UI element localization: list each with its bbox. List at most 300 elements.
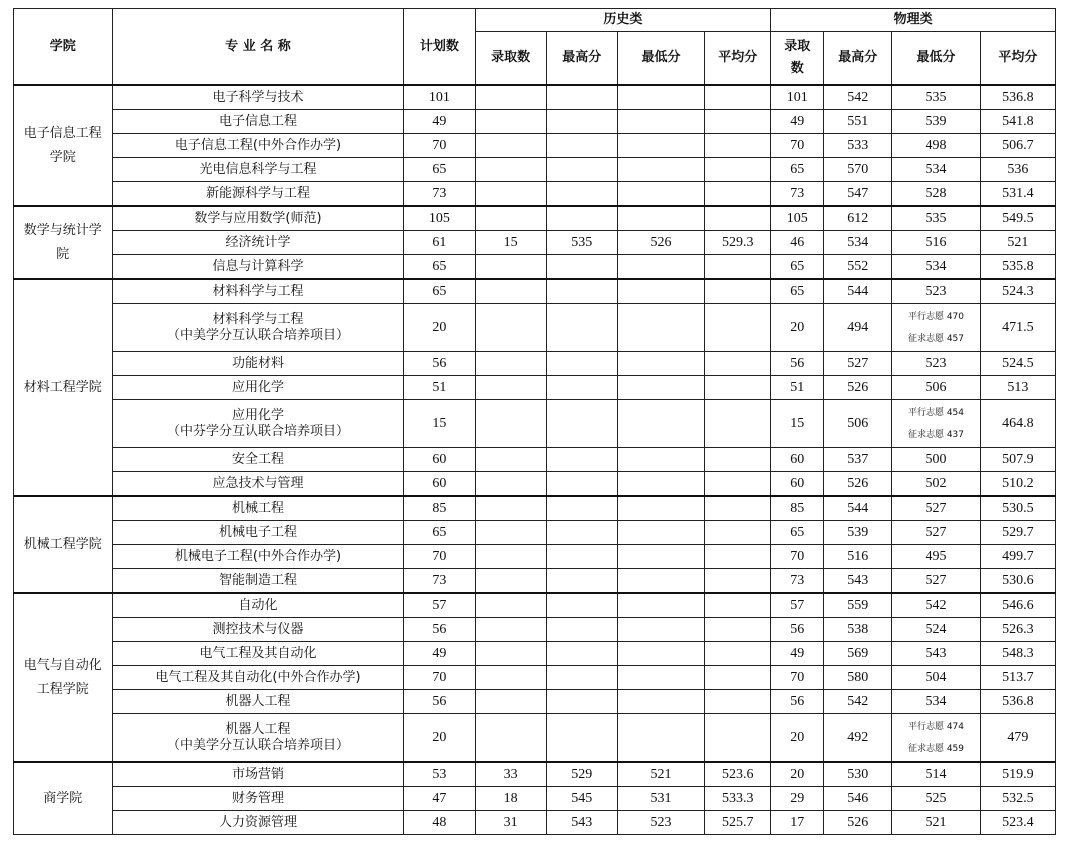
plan-count: 65 — [404, 158, 475, 182]
history-max — [546, 352, 617, 376]
plan-count: 65 — [404, 279, 475, 304]
table-row — [14, 134, 1056, 158]
table-row — [14, 569, 1056, 594]
history-max — [546, 448, 617, 472]
physics-admitted: 56 — [771, 352, 824, 376]
history-min — [617, 496, 704, 521]
physics-max: 533 — [824, 134, 892, 158]
header-plan: 计划数 — [404, 9, 475, 86]
history-min — [617, 134, 704, 158]
physics-min: 535 — [892, 206, 980, 231]
plan-count: 65 — [404, 521, 475, 545]
history-max — [546, 110, 617, 134]
history-avg — [705, 521, 771, 545]
history-min — [617, 206, 704, 231]
major-name-cell — [112, 352, 404, 376]
history-min — [617, 666, 704, 690]
history-avg — [705, 85, 771, 110]
history-avg — [705, 279, 771, 304]
physics-min: 502 — [892, 472, 980, 497]
physics-max: 538 — [824, 618, 892, 642]
history-min: 531 — [617, 787, 704, 811]
history-admitted — [475, 714, 546, 763]
physics-max: 534 — [824, 231, 892, 255]
table-header — [14, 9, 1056, 86]
physics-min: 527 — [892, 569, 980, 594]
table-row — [14, 666, 1056, 690]
major-name-cell — [112, 496, 404, 521]
physics-avg: 530.6 — [980, 569, 1055, 594]
history-avg — [705, 496, 771, 521]
physics-min: 504 — [892, 666, 980, 690]
physics-admitted: 46 — [771, 231, 824, 255]
physics-admitted: 20 — [771, 304, 824, 352]
plan-count: 20 — [404, 714, 475, 763]
major-name-cell — [112, 521, 404, 545]
major-name: 安全工程 — [231, 451, 284, 467]
history-admitted: 15 — [475, 231, 546, 255]
physics-max: 530 — [824, 762, 892, 787]
physics-avg: 513 — [980, 376, 1055, 400]
history-admitted — [475, 448, 546, 472]
major-name: 市场营销 — [231, 766, 284, 782]
major-name: 电子科学与技术 — [212, 89, 304, 105]
table-row — [14, 158, 1056, 182]
physics-max: 547 — [824, 182, 892, 207]
plan-count: 73 — [404, 182, 475, 207]
header-physics-min: 最低分 — [892, 32, 980, 86]
history-max: 529 — [546, 762, 617, 787]
physics-max: 544 — [824, 496, 892, 521]
physics-max: 569 — [824, 642, 892, 666]
physics-avg: 464.8 — [980, 400, 1055, 448]
history-min — [617, 714, 704, 763]
major-name: 功能材料 — [231, 355, 284, 371]
table-row — [14, 618, 1056, 642]
physics-min: 528 — [892, 182, 980, 207]
physics-min: 514 — [892, 762, 980, 787]
major-name: 经济统计学 — [225, 234, 291, 250]
history-max — [546, 279, 617, 304]
physics-max: 551 — [824, 110, 892, 134]
physics-admitted: 51 — [771, 376, 824, 400]
header-physics-avg: 平均分 — [980, 32, 1055, 86]
history-admitted — [475, 352, 546, 376]
physics-min-note — [892, 304, 980, 352]
physics-min: 525 — [892, 787, 980, 811]
major-name-cell — [112, 158, 404, 182]
physics-admitted: 60 — [771, 448, 824, 472]
physics-admitted: 65 — [771, 521, 824, 545]
history-admitted — [475, 666, 546, 690]
plan-count: 65 — [404, 255, 475, 280]
history-admitted — [475, 521, 546, 545]
table-row — [14, 279, 1056, 304]
major-name-cell — [112, 134, 404, 158]
physics-max: 612 — [824, 206, 892, 231]
physics-avg: 507.9 — [980, 448, 1055, 472]
table-row — [14, 496, 1056, 521]
table-row — [14, 182, 1056, 207]
history-avg — [705, 690, 771, 714]
history-admitted — [475, 642, 546, 666]
major-name-cell — [112, 714, 404, 763]
major-name: 数学与应用数学(师范) — [194, 210, 322, 226]
header-history-min: 最低分 — [617, 32, 704, 86]
history-avg — [705, 545, 771, 569]
physics-min: 524 — [892, 618, 980, 642]
physics-max: 546 — [824, 787, 892, 811]
table-row — [14, 787, 1056, 811]
major-name-cell — [112, 666, 404, 690]
physics-avg: 536.8 — [980, 85, 1055, 110]
history-max — [546, 642, 617, 666]
plan-count: 15 — [404, 400, 475, 448]
physics-min: 534 — [892, 158, 980, 182]
physics-avg: 530.5 — [980, 496, 1055, 521]
history-avg — [705, 304, 771, 352]
major-name-cell — [112, 110, 404, 134]
history-max — [546, 182, 617, 207]
major-name-cell — [112, 811, 404, 835]
college-name: 电气与自动化工程学院 — [14, 593, 113, 762]
history-min: 521 — [617, 762, 704, 787]
history-max — [546, 304, 617, 352]
history-min — [617, 618, 704, 642]
major-name: 机械工程 — [231, 500, 284, 516]
history-avg — [705, 134, 771, 158]
history-avg — [705, 714, 771, 763]
history-min — [617, 521, 704, 545]
table-row — [14, 714, 1056, 763]
history-max: 545 — [546, 787, 617, 811]
physics-max: 537 — [824, 448, 892, 472]
solicit-volunteer-min: 征求志愿 459 — [907, 743, 964, 754]
table-row — [14, 85, 1056, 110]
college-name: 商学院 — [14, 762, 113, 835]
history-max — [546, 376, 617, 400]
history-admitted — [475, 400, 546, 448]
history-min — [617, 569, 704, 594]
admission-scores-table — [13, 8, 1056, 835]
physics-admitted: 29 — [771, 787, 824, 811]
physics-max: 543 — [824, 569, 892, 594]
physics-max: 494 — [824, 304, 892, 352]
table-row — [14, 521, 1056, 545]
history-admitted: 31 — [475, 811, 546, 835]
college-name: 材料工程学院 — [14, 279, 113, 496]
history-avg — [705, 472, 771, 497]
history-admitted — [475, 376, 546, 400]
table-row — [14, 642, 1056, 666]
history-avg — [705, 569, 771, 594]
history-avg — [705, 110, 771, 134]
major-name: 机器人工程 — [225, 721, 291, 737]
physics-admitted: 56 — [771, 618, 824, 642]
header-physics-admitted — [771, 32, 824, 86]
history-min — [617, 400, 704, 448]
major-name: 材料科学与工程 — [212, 311, 304, 327]
plan-count: 47 — [404, 787, 475, 811]
major-name: 机械电子工程 — [218, 524, 297, 540]
major-name-cell — [112, 569, 404, 594]
history-max — [546, 206, 617, 231]
plan-count: 49 — [404, 642, 475, 666]
plan-count: 57 — [404, 593, 475, 618]
physics-max: 580 — [824, 666, 892, 690]
major-name: 材料科学与工程 — [212, 283, 304, 299]
history-max — [546, 521, 617, 545]
physics-admitted: 65 — [771, 158, 824, 182]
history-min — [617, 85, 704, 110]
table-row — [14, 110, 1056, 134]
history-admitted — [475, 496, 546, 521]
physics-min: 534 — [892, 690, 980, 714]
history-min — [617, 593, 704, 618]
major-name-cell — [112, 85, 404, 110]
history-admitted — [475, 618, 546, 642]
history-max — [546, 569, 617, 594]
history-admitted — [475, 279, 546, 304]
physics-min: 523 — [892, 352, 980, 376]
major-name: 人力资源管理 — [218, 814, 297, 830]
major-name-cell — [112, 231, 404, 255]
physics-avg: 524.5 — [980, 352, 1055, 376]
major-name: 自动化 — [238, 597, 278, 613]
major-name: 应用化学 — [231, 407, 284, 423]
major-name-cell — [112, 787, 404, 811]
physics-min: 498 — [892, 134, 980, 158]
physics-max: 542 — [824, 690, 892, 714]
table-row — [14, 400, 1056, 448]
header-history-max: 最高分 — [546, 32, 617, 86]
plan-count: 60 — [404, 448, 475, 472]
history-admitted — [475, 569, 546, 594]
header-physics-max: 最高分 — [824, 32, 892, 86]
physics-avg: 535.8 — [980, 255, 1055, 280]
parallel-volunteer-min: 平行志愿 454 — [907, 407, 964, 418]
physics-max: 516 — [824, 545, 892, 569]
table-row — [14, 206, 1056, 231]
history-avg — [705, 593, 771, 618]
physics-admitted: 70 — [771, 666, 824, 690]
plan-count: 60 — [404, 472, 475, 497]
history-max — [546, 690, 617, 714]
history-avg — [705, 352, 771, 376]
major-name-cell — [112, 400, 404, 448]
table-row — [14, 593, 1056, 618]
physics-avg: 519.9 — [980, 762, 1055, 787]
history-min — [617, 279, 704, 304]
plan-count: 70 — [404, 666, 475, 690]
physics-admitted: 15 — [771, 400, 824, 448]
plan-count: 49 — [404, 110, 475, 134]
physics-min-note — [892, 714, 980, 763]
history-min — [617, 352, 704, 376]
physics-admitted: 73 — [771, 569, 824, 594]
history-avg — [705, 666, 771, 690]
history-max — [546, 666, 617, 690]
physics-min: 543 — [892, 642, 980, 666]
history-max — [546, 400, 617, 448]
history-avg: 523.6 — [705, 762, 771, 787]
plan-count: 73 — [404, 569, 475, 594]
physics-min: 521 — [892, 811, 980, 835]
physics-admitted: 57 — [771, 593, 824, 618]
college-name: 电子信息工程学院 — [14, 85, 113, 206]
physics-avg: 524.3 — [980, 279, 1055, 304]
major-name-cell — [112, 472, 404, 497]
physics-max: 539 — [824, 521, 892, 545]
solicit-volunteer-min: 征求志愿 437 — [907, 429, 964, 440]
physics-avg: 523.4 — [980, 811, 1055, 835]
history-avg — [705, 158, 771, 182]
history-max: 543 — [546, 811, 617, 835]
physics-min: 539 — [892, 110, 980, 134]
physics-admitted: 105 — [771, 206, 824, 231]
physics-avg: 526.3 — [980, 618, 1055, 642]
physics-admitted: 49 — [771, 110, 824, 134]
history-avg — [705, 448, 771, 472]
history-admitted — [475, 545, 546, 569]
physics-min: 523 — [892, 279, 980, 304]
history-min: 526 — [617, 231, 704, 255]
physics-min: 535 — [892, 85, 980, 110]
physics-admitted: 85 — [771, 496, 824, 521]
physics-admitted: 70 — [771, 134, 824, 158]
table-row — [14, 545, 1056, 569]
major-name-cell — [112, 206, 404, 231]
history-avg — [705, 618, 771, 642]
major-name-cell — [112, 255, 404, 280]
physics-avg: 521 — [980, 231, 1055, 255]
plan-count: 70 — [404, 545, 475, 569]
major-program-note: （中美学分互认联合培养项目） — [166, 327, 349, 343]
history-admitted — [475, 690, 546, 714]
header-history-avg: 平均分 — [705, 32, 771, 86]
plan-count: 56 — [404, 352, 475, 376]
physics-max: 526 — [824, 472, 892, 497]
physics-avg: 479 — [980, 714, 1055, 763]
history-max — [546, 618, 617, 642]
history-avg — [705, 400, 771, 448]
physics-admitted: 101 — [771, 85, 824, 110]
major-name-cell — [112, 762, 404, 787]
physics-min: 516 — [892, 231, 980, 255]
history-avg — [705, 255, 771, 280]
major-name-cell — [112, 690, 404, 714]
plan-count: 20 — [404, 304, 475, 352]
physics-avg: 536 — [980, 158, 1055, 182]
history-max — [546, 158, 617, 182]
history-min — [617, 304, 704, 352]
history-min — [617, 690, 704, 714]
major-name-cell — [112, 448, 404, 472]
major-name: 光电信息科学与工程 — [199, 161, 317, 177]
history-admitted — [475, 85, 546, 110]
history-min — [617, 472, 704, 497]
physics-max: 552 — [824, 255, 892, 280]
physics-admitted: 56 — [771, 690, 824, 714]
physics-admitted: 20 — [771, 714, 824, 763]
header-college: 学院 — [14, 9, 113, 86]
major-name: 新能源科学与工程 — [205, 185, 310, 201]
physics-avg: 541.8 — [980, 110, 1055, 134]
history-max: 535 — [546, 231, 617, 255]
history-max — [546, 85, 617, 110]
table-row — [14, 376, 1056, 400]
history-admitted — [475, 304, 546, 352]
history-admitted: 18 — [475, 787, 546, 811]
physics-admitted: 65 — [771, 255, 824, 280]
physics-avg: 549.5 — [980, 206, 1055, 231]
physics-min: 534 — [892, 255, 980, 280]
major-name: 机械电子工程(中外合作办学) — [174, 548, 342, 564]
physics-max: 506 — [824, 400, 892, 448]
plan-count: 105 — [404, 206, 475, 231]
physics-admitted: 70 — [771, 545, 824, 569]
physics-max: 492 — [824, 714, 892, 763]
physics-admitted: 17 — [771, 811, 824, 835]
history-admitted — [475, 206, 546, 231]
history-max — [546, 496, 617, 521]
physics-admitted: 60 — [771, 472, 824, 497]
major-name-cell — [112, 545, 404, 569]
physics-max: 544 — [824, 279, 892, 304]
physics-avg: 513.7 — [980, 666, 1055, 690]
physics-avg: 506.7 — [980, 134, 1055, 158]
plan-count: 61 — [404, 231, 475, 255]
history-max — [546, 545, 617, 569]
major-name: 电气工程及其自动化(中外合作办学) — [155, 669, 361, 685]
history-min — [617, 182, 704, 207]
plan-count: 48 — [404, 811, 475, 835]
history-min — [617, 376, 704, 400]
physics-max: 526 — [824, 376, 892, 400]
major-name-cell — [112, 279, 404, 304]
history-admitted — [475, 593, 546, 618]
header-history-group: 历史类 — [475, 9, 771, 32]
physics-max: 570 — [824, 158, 892, 182]
physics-admitted: 20 — [771, 762, 824, 787]
physics-avg: 532.5 — [980, 787, 1055, 811]
major-name: 电子信息工程(中外合作办学) — [174, 137, 342, 153]
major-name-cell — [112, 642, 404, 666]
history-max — [546, 255, 617, 280]
physics-avg: 546.6 — [980, 593, 1055, 618]
history-admitted — [475, 158, 546, 182]
physics-avg: 529.7 — [980, 521, 1055, 545]
major-name: 信息与计算科学 — [212, 258, 304, 274]
table-row — [14, 304, 1056, 352]
history-avg — [705, 206, 771, 231]
major-name-cell — [112, 304, 404, 352]
plan-count: 53 — [404, 762, 475, 787]
table-row — [14, 352, 1056, 376]
physics-avg: 510.2 — [980, 472, 1055, 497]
physics-avg: 471.5 — [980, 304, 1055, 352]
plan-count: 56 — [404, 690, 475, 714]
physics-min: 506 — [892, 376, 980, 400]
history-admitted — [475, 472, 546, 497]
major-name-cell — [112, 618, 404, 642]
physics-max: 526 — [824, 811, 892, 835]
history-max — [546, 714, 617, 763]
physics-max: 542 — [824, 85, 892, 110]
physics-min: 495 — [892, 545, 980, 569]
history-max — [546, 593, 617, 618]
plan-count: 101 — [404, 85, 475, 110]
